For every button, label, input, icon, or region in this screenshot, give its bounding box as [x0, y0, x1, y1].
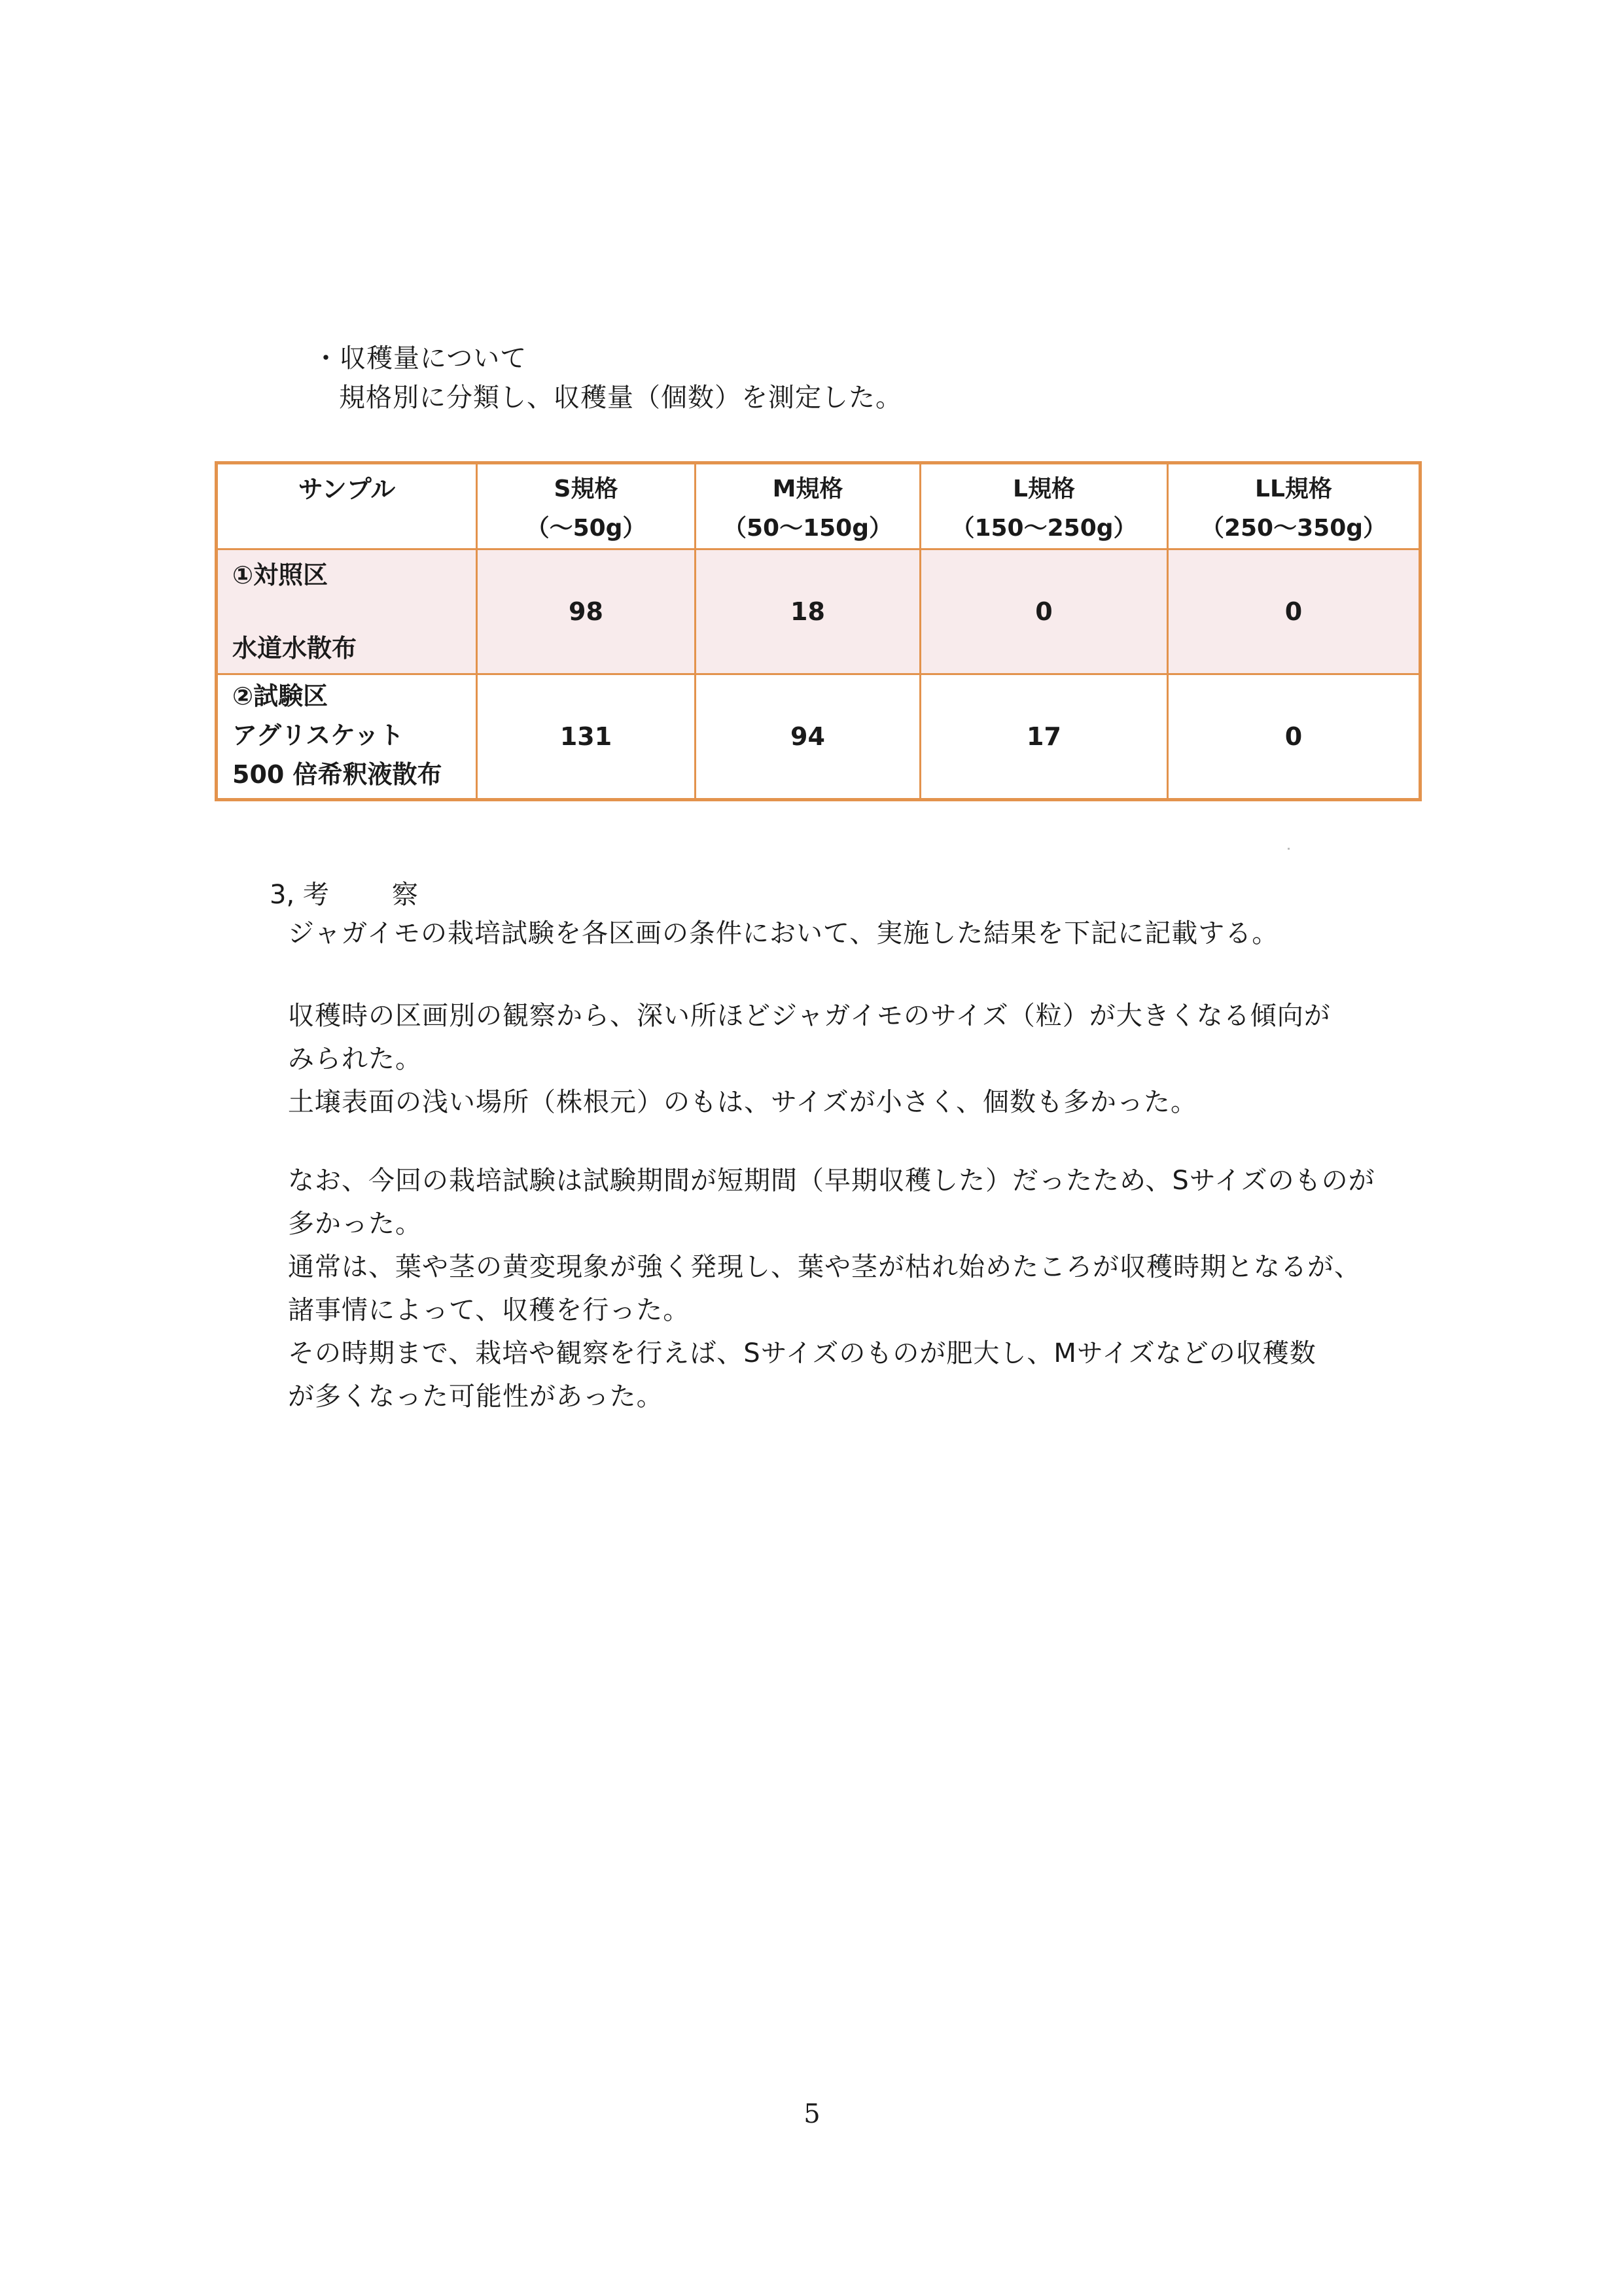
text-line: 土壌表面の浅い場所（株根元）のもは、サイズが小さく、個数も多かった。 [288, 1087, 1197, 1117]
header-s-grade [477, 463, 696, 549]
header-ll-grade [1168, 463, 1421, 549]
sample-treatment: 500 倍希釈液散布 [232, 760, 442, 789]
scan-speck [1288, 848, 1290, 850]
paragraph [288, 1159, 1375, 1418]
header-m-grade [696, 463, 921, 549]
text-line: 多かった。 [288, 1209, 422, 1239]
table-header-row [217, 463, 1421, 549]
text-line: ジャガイモの栽培試験を各区画の条件において、実施した結果を下記に記載する。 [288, 918, 1279, 948]
harvest-description: 規格別に分類し、収穫量（個数）を測定した。 [339, 383, 902, 413]
sample-cell [217, 549, 477, 674]
header-sub-label: （〜50g） [525, 515, 646, 542]
header-sub-label: （150〜250g） [951, 515, 1137, 542]
value-m: 94 [696, 674, 921, 800]
header-label: サンプル [298, 475, 396, 504]
page-number: 5 [803, 2099, 821, 2129]
harvest-table [215, 461, 1422, 801]
text-line: 諸事情によって、収穫を行った。 [288, 1295, 690, 1325]
section-heading [270, 877, 418, 913]
harvest-heading: ・収穫量について [313, 343, 527, 374]
header-label: S規格 [554, 476, 618, 502]
text-line: 収穫時の区画別の観察から、深い所ほどジャガイモのサイズ（粒）が大きくなる傾向が [288, 1001, 1331, 1031]
header-label: LL規格 [1255, 476, 1332, 502]
table-row-control [217, 549, 1421, 674]
table-row-test [217, 674, 1421, 800]
header-sub-label: （250〜350g） [1200, 515, 1387, 542]
value-l: 17 [921, 674, 1168, 800]
paragraph [288, 994, 1331, 1124]
value-ll: 0 [1168, 549, 1421, 674]
value-s: 131 [477, 674, 696, 800]
value-ll: 0 [1168, 674, 1421, 800]
text-line: なお、今回の栽培試験は試験期間が短期間（早期収穫した）だったため、Sサイズのものが [288, 1166, 1375, 1196]
section-title-part: 察 [391, 880, 418, 910]
value-l: 0 [921, 549, 1168, 674]
header-l-grade [921, 463, 1168, 549]
text-line: その時期まで、栽培や観察を行えば、Sサイズのものが肥大し、Mサイズなどの収穫数 [288, 1338, 1316, 1368]
sample-cell [217, 674, 477, 800]
value-m: 18 [696, 549, 921, 674]
section-title-part: 考 [302, 880, 329, 910]
text-line: が多くなった可能性があった。 [288, 1382, 663, 1412]
header-sub-label: （50〜150g） [722, 515, 892, 542]
header-label: L規格 [1013, 476, 1075, 502]
text-line: みられた。 [288, 1044, 422, 1074]
text-line: 通常は、葉や茎の黄変現象が強く発現し、葉や茎が枯れ始めたころが収穫時期となるが、 [288, 1252, 1361, 1282]
section-number: 3, [270, 880, 295, 910]
sample-name: ①対照区 [232, 561, 328, 589]
value-s: 98 [477, 549, 696, 674]
paragraph [288, 912, 1279, 955]
sample-product: アグリスケット [232, 721, 404, 750]
sample-treatment: 水道水散布 [232, 634, 357, 663]
header-label: M規格 [772, 476, 843, 502]
sample-name: ②試験区 [232, 682, 328, 710]
header-sample [217, 463, 477, 549]
